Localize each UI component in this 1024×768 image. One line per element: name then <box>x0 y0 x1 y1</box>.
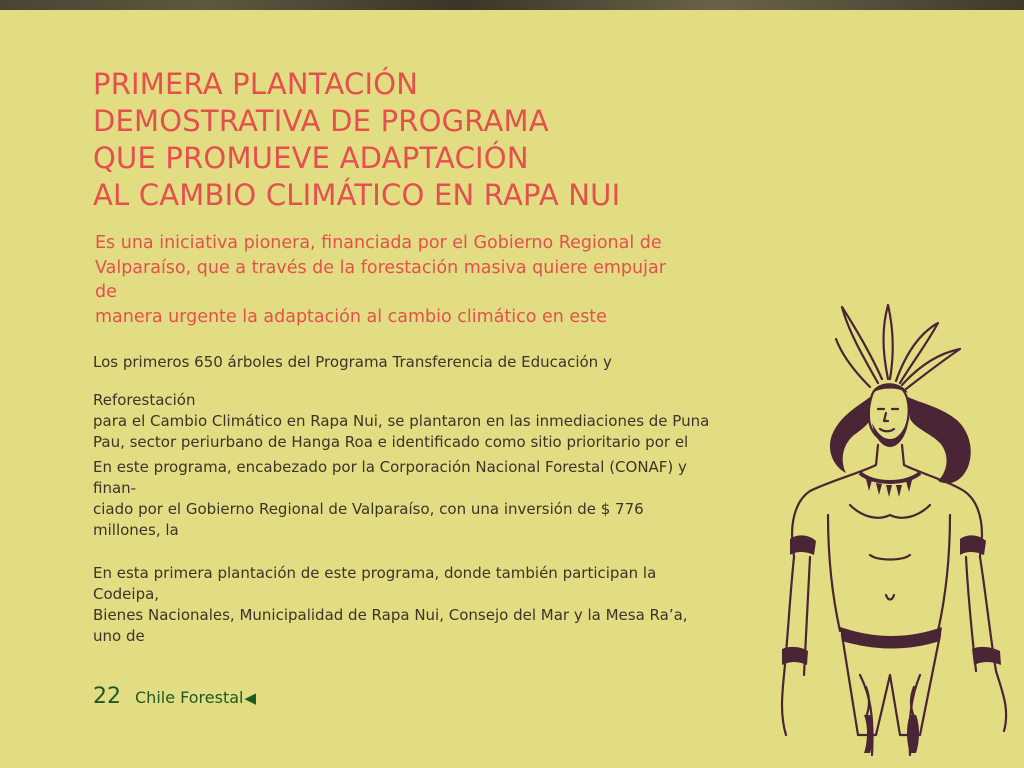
body-line: Reforestación <box>93 391 196 409</box>
page-number: 22 <box>93 684 121 709</box>
feather-shape <box>842 307 882 383</box>
body-line: Pau, sector periurbano de Hanga Roa e identificado como sitio prioritario por el <box>93 433 689 451</box>
article-lede <box>95 231 755 329</box>
belt-shape <box>840 627 942 649</box>
magazine-name: Chile Forestal <box>135 688 244 707</box>
article-headline <box>93 66 620 214</box>
loincloth <box>842 635 940 735</box>
top-photo-strip <box>0 0 1024 10</box>
page-footer <box>93 684 256 709</box>
headline-line: QUE PROMUEVE ADAPTACIÓN <box>93 141 529 175</box>
arrow-left-icon: ◀ <box>244 689 257 707</box>
paragraph-3 <box>93 457 783 541</box>
paragraph-1 <box>93 352 783 373</box>
rapa-nui-warrior-illustration <box>770 295 1024 768</box>
body-line: Bienes Nacionales, Municipalidad de Rapa Nui, Consejo del Mar y la Mesa Ra’a, <box>93 606 688 624</box>
armband-shape <box>790 535 816 555</box>
right-arm <box>980 557 1006 731</box>
left-arm <box>782 557 794 735</box>
paragraph-4 <box>93 563 783 647</box>
body-line: En esta primera plantación de este programa, donde también participan la <box>93 564 657 582</box>
article-body <box>93 352 783 647</box>
lede-line: manera urgente la adaptación al cambio climático en este <box>95 306 607 327</box>
lede-line: Valparaíso, que a través de la forestación masiva quiere empujar <box>95 257 666 278</box>
body-line: En este programa, encabezado por la Corporación Nacional Forestal (CONAF) y <box>93 458 687 476</box>
headline-line: PRIMERA PLANTACIÓN <box>93 67 419 101</box>
body-line: para el Cambio Climático en Rapa Nui, se plantaron en las inmediaciones de Puna <box>93 412 710 430</box>
body-line: finan- <box>93 479 137 497</box>
lede-line: de <box>95 282 117 302</box>
body-line: ciado por el Gobierno Regional de Valparaíso, con una inversión de $ 776 <box>93 500 644 518</box>
headline-line: AL CAMBIO CLIMÁTICO EN RAPA NUI <box>93 178 621 212</box>
paragraph-2 <box>93 390 783 453</box>
body-line: Los primeros 650 árboles del Programa Transferencia de Educación y <box>93 353 612 371</box>
feather-shape <box>884 305 893 379</box>
wristband-shape <box>782 647 808 665</box>
feather-shape <box>896 323 938 383</box>
lede-line: Es una iniciativa pionera, financiada por el Gobierno Regional de <box>95 233 662 253</box>
body-line: Codeipa, <box>93 585 160 603</box>
beard-shape <box>872 423 908 447</box>
feather-shape <box>902 349 960 389</box>
hair-shape <box>830 397 870 473</box>
body-line: millones, la <box>93 521 179 539</box>
headline-line: DEMOSTRATIVA DE PROGRAMA <box>93 104 549 138</box>
body-line: uno de <box>93 627 145 645</box>
